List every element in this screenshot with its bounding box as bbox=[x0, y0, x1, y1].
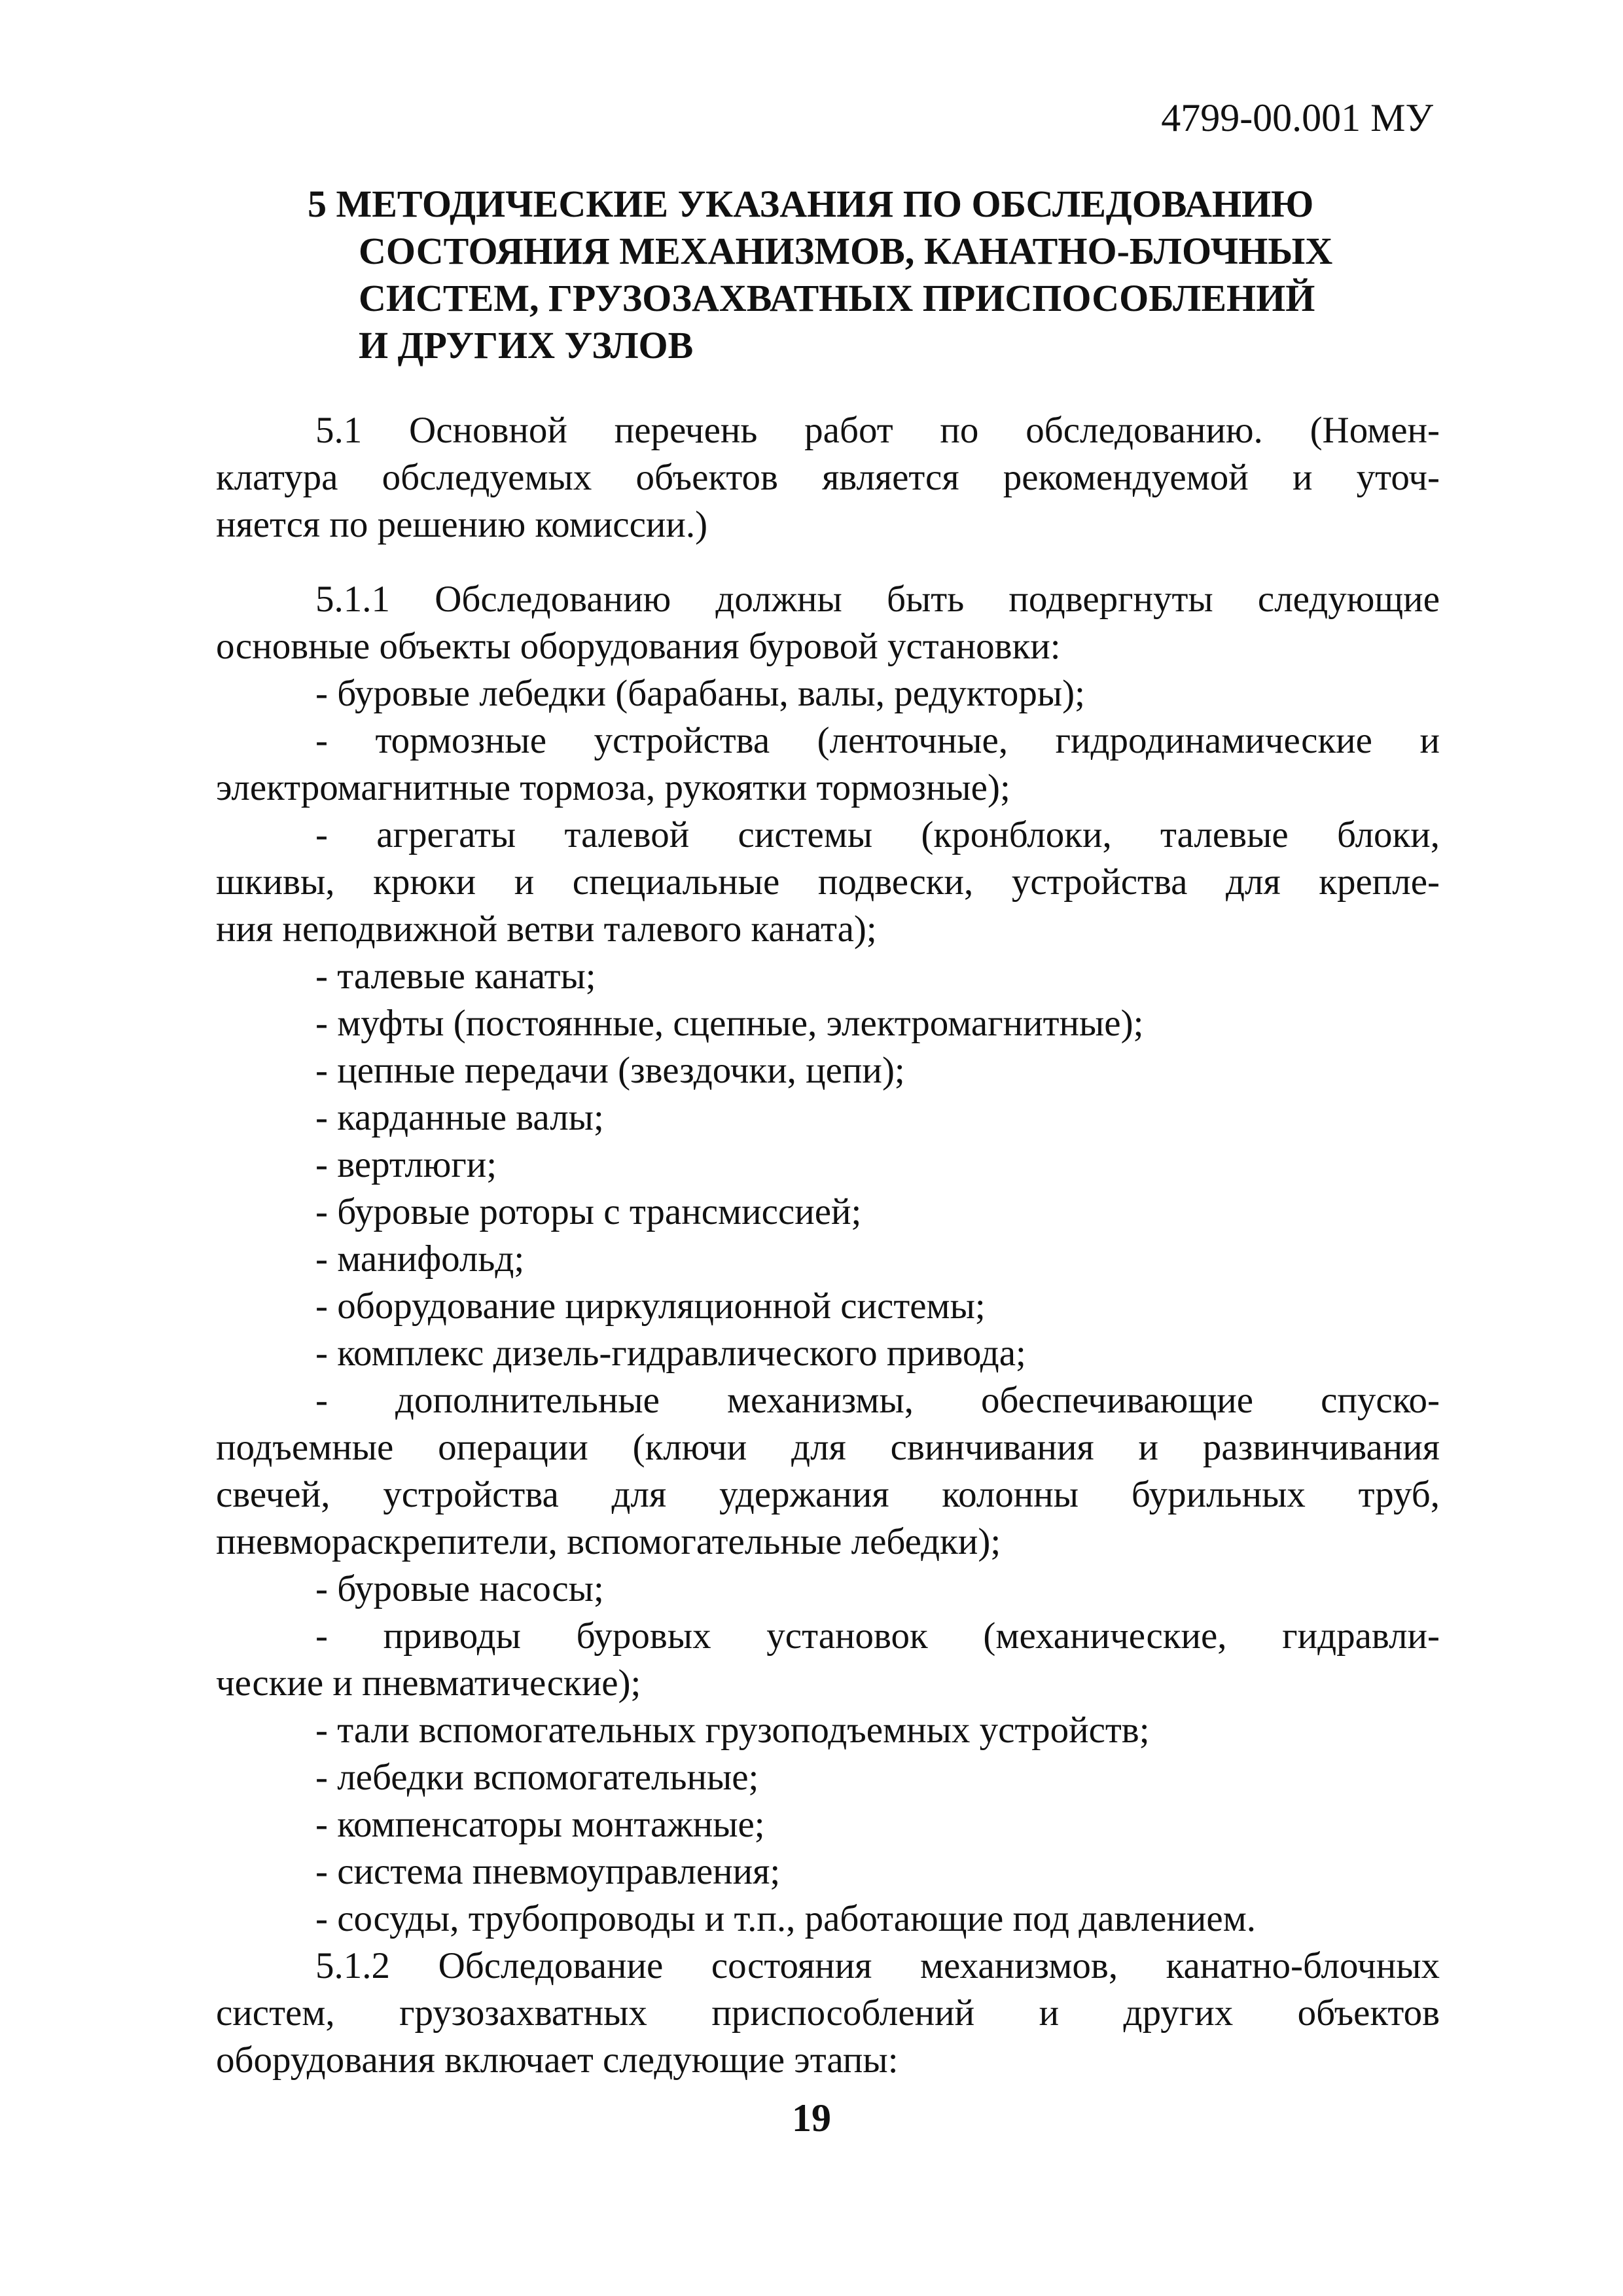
section-heading-line: И ДРУГИХ УЗЛОВ bbox=[359, 324, 694, 367]
list-item-continuation: ния неподвижной ветви талевого каната); bbox=[216, 908, 877, 950]
list-item: - система пневмоуправления; bbox=[315, 1851, 781, 1892]
paragraph-line: 5.1.1 Обследованию должны быть подвергнуты следующие bbox=[315, 579, 1440, 620]
section-heading-line: СОСТОЯНИЯ МЕХАНИЗМОВ, КАНАТНО-БЛОЧНЫХ bbox=[359, 230, 1333, 272]
paragraph-line: систем, грузозахватных приспособлений и других объектов bbox=[216, 1992, 1440, 2034]
paragraph-line: основные объекты оборудования буровой установки: bbox=[216, 626, 1061, 667]
list-item: - лебедки вспомогательные; bbox=[315, 1757, 759, 1798]
paragraph-line: оборудования включает следующие этапы: bbox=[216, 2039, 899, 2081]
list-item: - карданные валы; bbox=[315, 1097, 604, 1138]
document-code: 4799-00.001 МУ bbox=[1161, 96, 1433, 139]
list-item: - муфты (постоянные, сцепные, электромагнитные); bbox=[315, 1003, 1144, 1044]
paragraph-line: клатура обследуемых объектов является рекомендуемой и уточ- bbox=[216, 457, 1440, 498]
list-item: - приводы буровых установок (механические, гидравли- bbox=[315, 1615, 1440, 1657]
list-item: - талевые канаты; bbox=[315, 956, 596, 997]
section-heading-line: 5 МЕТОДИЧЕСКИЕ УКАЗАНИЯ ПО ОБСЛЕДОВАНИЮ bbox=[308, 183, 1314, 225]
list-item: - сосуды, трубопроводы и т.п., работающие под давлением. bbox=[315, 1898, 1257, 1939]
list-item: - комплекс дизель-гидравлического привода; bbox=[315, 1333, 1026, 1374]
list-item: - агрегаты талевой системы (кронблоки, талевые блоки, bbox=[315, 814, 1440, 855]
page-number: 19 bbox=[792, 2096, 831, 2140]
list-item: - цепные передачи (звездочки, цепи); bbox=[315, 1050, 905, 1091]
section-heading-line: СИСТЕМ, ГРУЗОЗАХВАТНЫХ ПРИСПОСОБЛЕНИЙ bbox=[359, 277, 1315, 319]
list-item-continuation: свечей, устройства для удержания колонны бурильных труб, bbox=[216, 1474, 1440, 1515]
list-item: - манифольд; bbox=[315, 1238, 525, 1280]
list-item-continuation: пневмораскрепители, вспомогательные лебедки); bbox=[216, 1521, 1001, 1562]
section-heading bbox=[308, 181, 1446, 369]
list-item-continuation: ческие и пневматические); bbox=[216, 1662, 641, 1704]
list-item: - тормозные устройства (ленточные, гидродинамические и bbox=[315, 720, 1440, 761]
paragraph-line: няется по решению комиссии.) bbox=[216, 504, 708, 545]
list-item: - буровые насосы; bbox=[315, 1568, 604, 1609]
list-item: - компенсаторы монтажные; bbox=[315, 1804, 765, 1845]
list-item: - дополнительные механизмы, обеспечивающие спуско- bbox=[315, 1380, 1440, 1421]
list-item: - тали вспомогательных грузоподъемных устройств; bbox=[315, 1710, 1150, 1751]
list-item: - вертлюги; bbox=[315, 1144, 497, 1185]
paragraph-line: 5.1 Основной перечень работ по обследованию. (Номен- bbox=[315, 410, 1440, 451]
list-item: - оборудование циркуляционной системы; bbox=[315, 1285, 986, 1327]
list-item-continuation: подъемные операции (ключи для свинчивания и развинчивания bbox=[216, 1427, 1440, 1468]
list-item-continuation: электромагнитные тормоза, рукоятки тормозные); bbox=[216, 767, 1010, 808]
list-item-continuation: шкивы, крюки и специальные подвески, устройства для крепле- bbox=[216, 861, 1440, 903]
paragraph-line: 5.1.2 Обследование состояния механизмов, канатно-блочных bbox=[315, 1945, 1440, 1986]
list-item: - буровые роторы с трансмиссией; bbox=[315, 1191, 862, 1232]
list-item: - буровые лебедки (барабаны, валы, редукторы); bbox=[315, 673, 1085, 714]
